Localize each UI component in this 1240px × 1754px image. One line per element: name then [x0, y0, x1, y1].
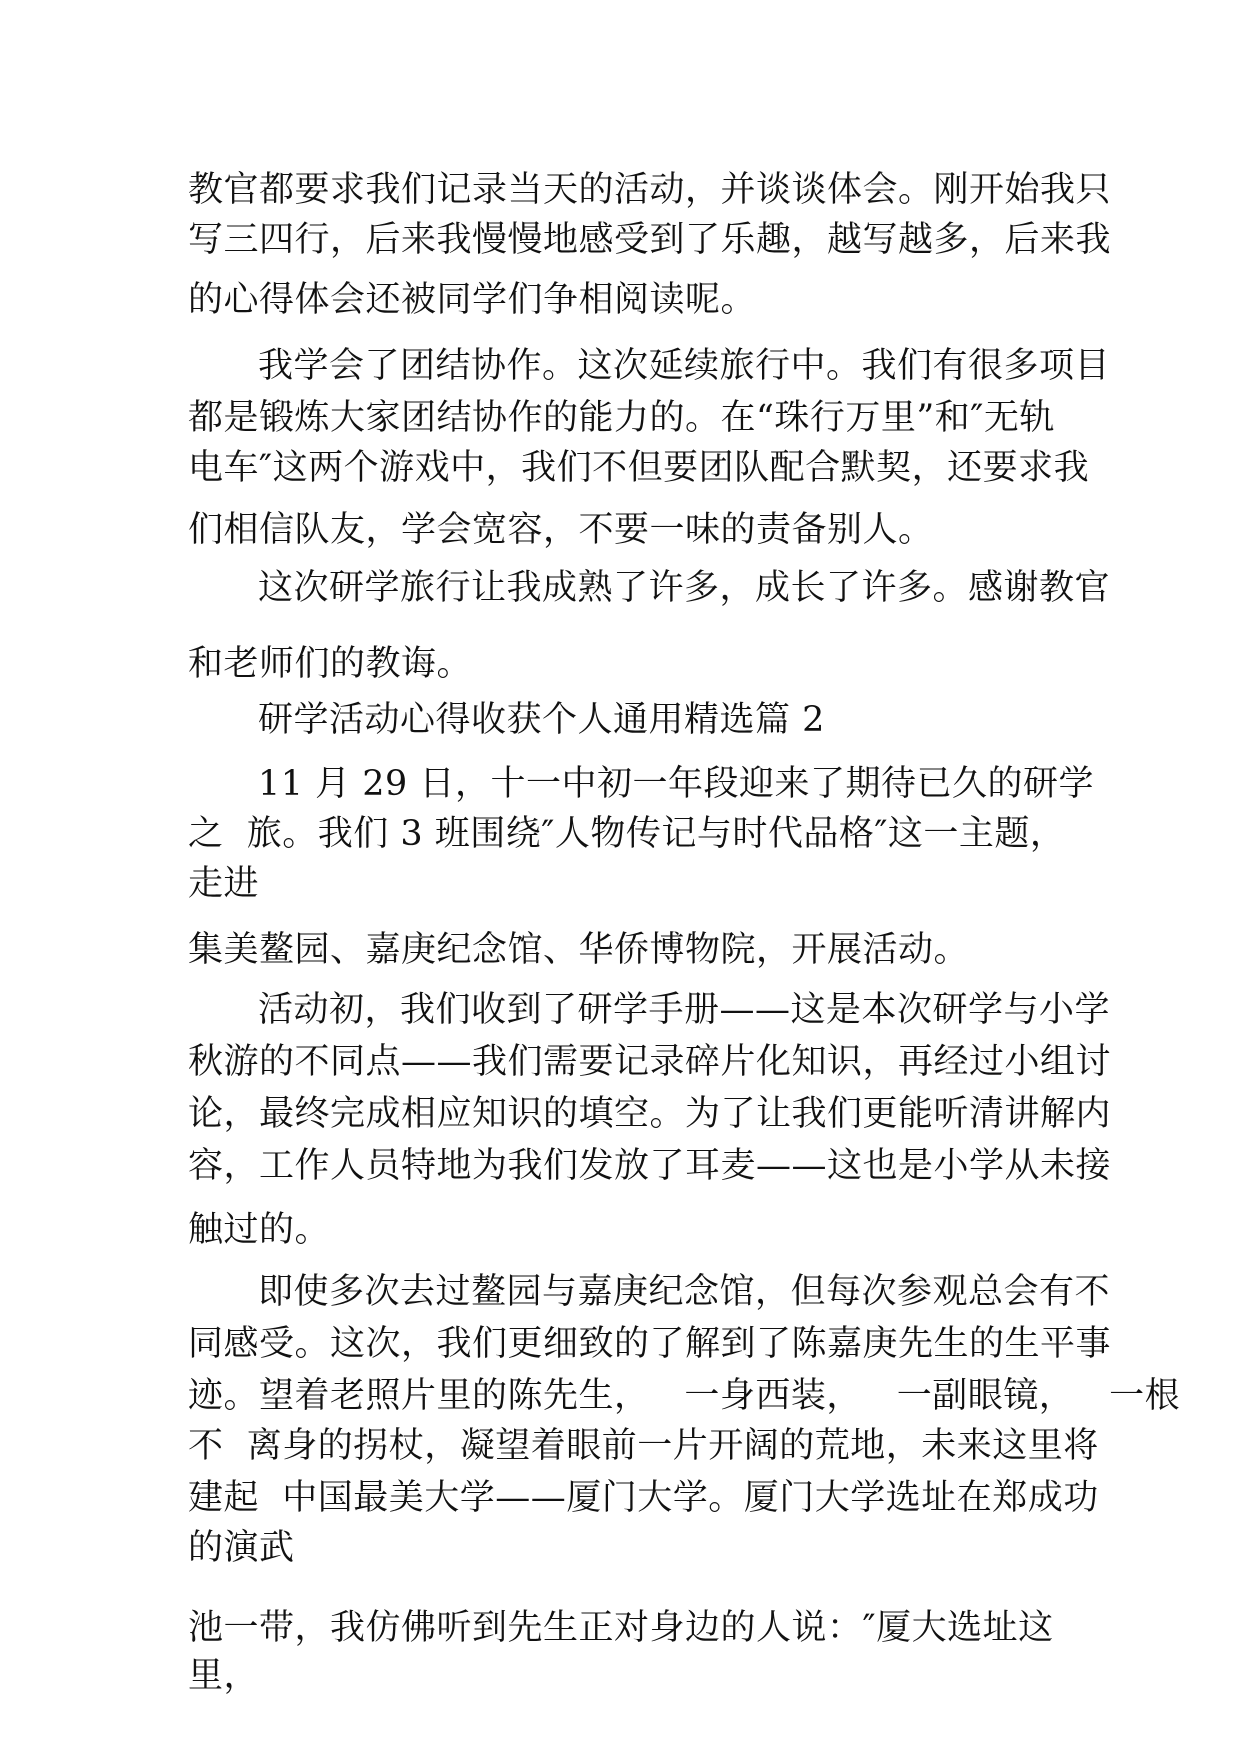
text-line: 里，: [188, 1656, 260, 1696]
text-line: 集美鳌园、嘉庚纪念馆、华侨博物院，开展活动。: [188, 930, 970, 970]
text-line: 触过的。: [188, 1210, 331, 1250]
text-line: 写三四行，后来我慢慢地感受到了乐趣，越写越多，后来我: [188, 220, 1112, 260]
text-line: 的演武: [188, 1528, 295, 1568]
text-line: 秋游的不同点——我们需要记录碎片化知识，再经过小组讨: [188, 1042, 1112, 1082]
text-line: 论，最终完成相应知识的填空。为了让我们更能听清讲解内: [188, 1094, 1112, 1134]
text-line: 池一带，我仿佛听到先生正对身边的人说：″厦大选址这: [188, 1608, 1054, 1648]
text-line: 和老师们的教诲。: [188, 644, 473, 684]
text-line: 迹。望着老照片里的陈先生， 一身西装， 一副眼镜， 一根: [188, 1376, 1181, 1416]
text-line: 活动初，我们收到了研学手册——这是本次研学与小学: [258, 990, 1111, 1030]
text-line: 这次研学旅行让我成熟了许多，成长了许多。感谢教官: [258, 568, 1111, 608]
section-heading: 研学活动心得收获个人通用精选篇 2: [258, 700, 825, 740]
text-line: 电车″这两个游戏中，我们不但要团队配合默契，还要求我: [188, 448, 1090, 488]
text-line: 之 旅。我们 3 班围绕″人物传记与时代品格″这一主题，: [188, 814, 1066, 854]
text-line: 的心得体会还被同学们争相阅读呢。: [188, 280, 757, 320]
text-line: 教官都要求我们记录当天的活动，并谈谈体会。刚开始我只: [188, 170, 1112, 210]
text-line: 同感受。这次，我们更细致的了解到了陈嘉庚先生的生平事: [188, 1324, 1112, 1364]
text-line: 11 月 29 日，十一中初一年段迎来了期待已久的研学: [258, 764, 1094, 804]
text-line: 建起 中国最美大学——厦门大学。厦门大学选址在郑成功: [188, 1478, 1099, 1518]
text-line: 不 离身的拐杖，凝望着眼前一片开阔的荒地，未来这里将: [188, 1426, 1099, 1466]
text-line: 们相信队友，学会宽容，不要一味的责备别人。: [188, 510, 934, 550]
text-line: 容，工作人员特地为我们发放了耳麦——这也是小学从未接: [188, 1146, 1112, 1186]
text-line: 即使多次去过鳌园与嘉庚纪念馆，但每次参观总会有不: [258, 1272, 1111, 1312]
text-line: 我学会了团结协作。这次延续旅行中。我们有很多项目: [258, 346, 1111, 386]
text-line: 走进: [188, 864, 260, 904]
text-line: 都是锻炼大家团结协作的能力的。在“珠行万里”和″无轨: [188, 398, 1055, 438]
